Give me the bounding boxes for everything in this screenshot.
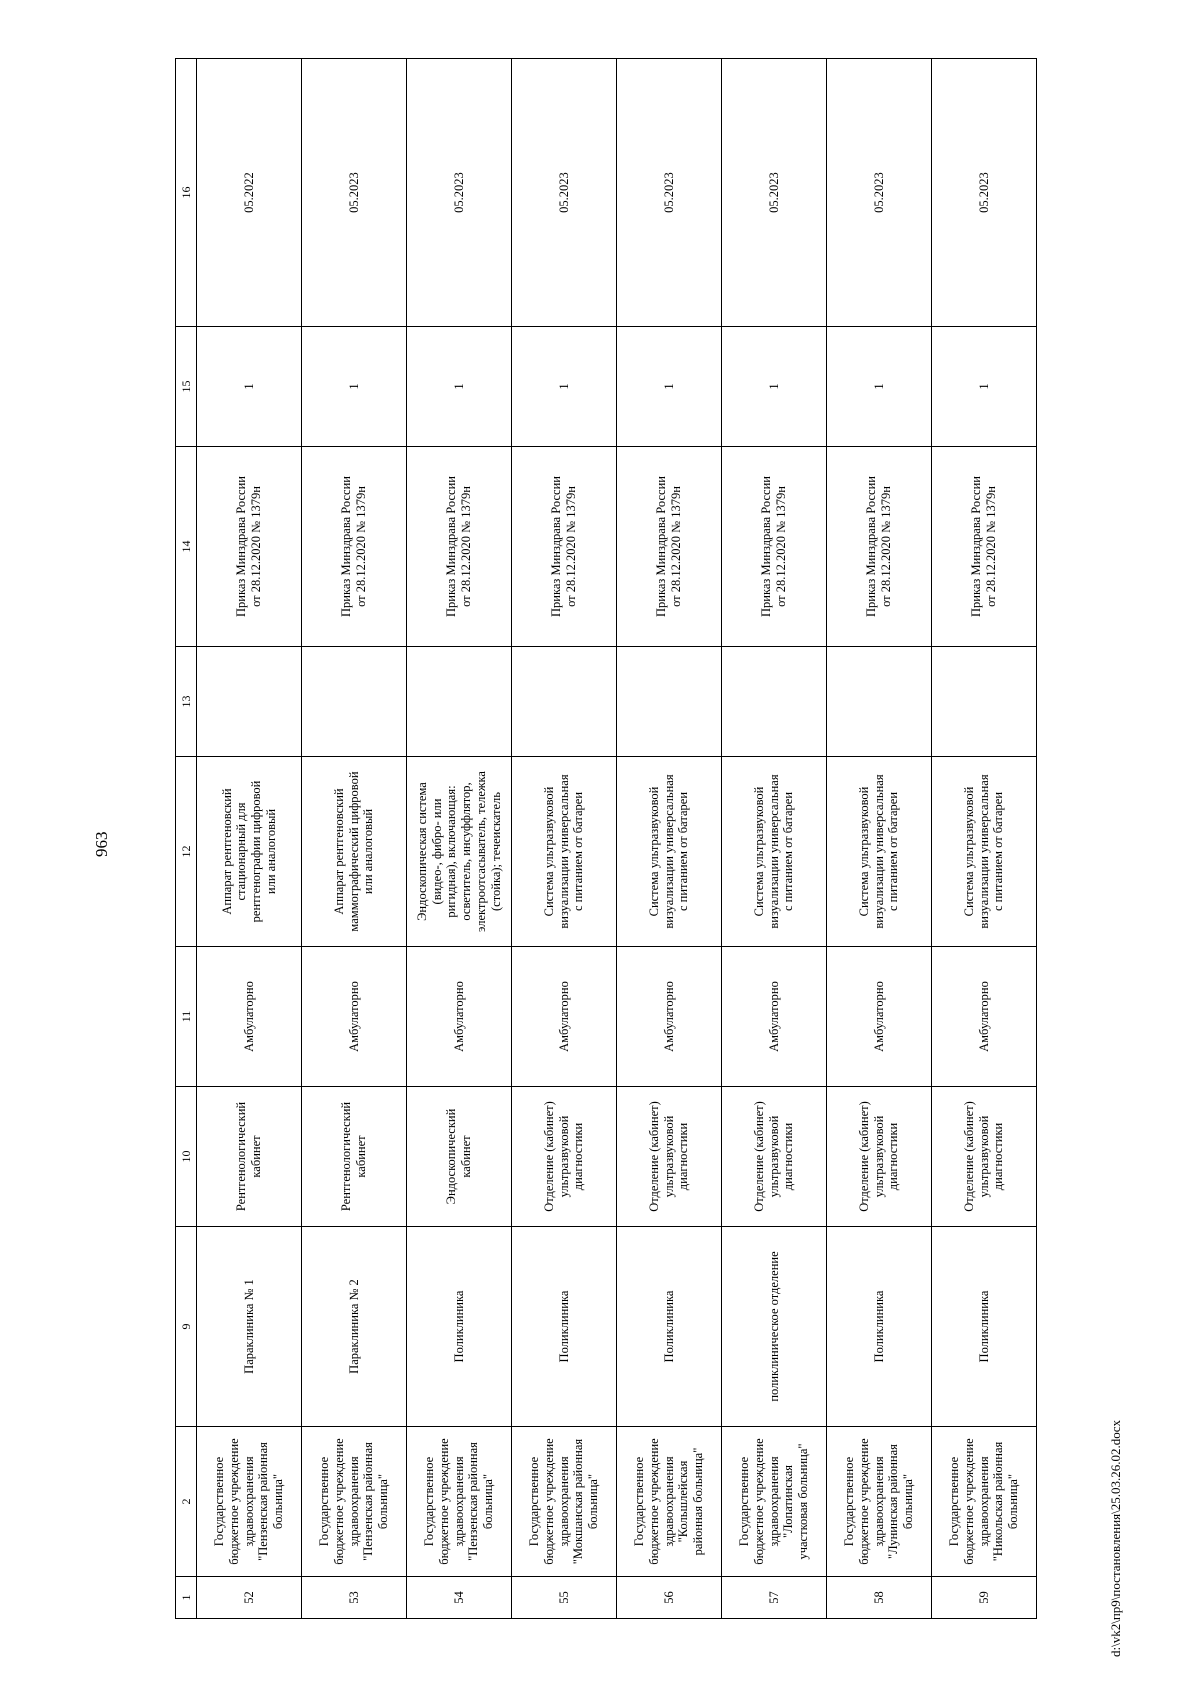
- row-number: 59: [932, 1577, 1037, 1619]
- department-text: Отделение (кабинет) ультразвуковой диагностики: [856, 1101, 901, 1212]
- care-conditions: Амбулаторно: [407, 947, 512, 1087]
- col-13-cell: [722, 647, 827, 757]
- footer-file-path: d:\vk2\пр9\постановления\25.03.26.02.docx: [1108, 1419, 1123, 1657]
- row-number: 53: [302, 1577, 407, 1619]
- institution-name: [617, 1427, 722, 1577]
- institution-name-text: Государственное бюджетное учреждение здравоохранения "Мокшанская районная больница": [527, 1438, 601, 1565]
- regulation: [512, 447, 617, 647]
- date: 05.2023: [932, 59, 1037, 327]
- date: 05.2023: [617, 59, 722, 327]
- department-text: Отделение (кабинет) ультразвуковой диагностики: [646, 1101, 691, 1212]
- col-13-cell: [827, 647, 932, 757]
- regulation: [197, 447, 302, 647]
- institution-name: [512, 1427, 617, 1577]
- table-row: [302, 59, 407, 1619]
- institution-name-text: Государственное бюджетное учреждение здравоохранения "Лунинская районная больница": [842, 1438, 916, 1565]
- regulation-text: Приказ Минздрава России от 28.12.2020 № 1379н: [339, 476, 368, 617]
- department: [197, 1087, 302, 1227]
- institution-name: [932, 1427, 1037, 1577]
- department: [512, 1087, 617, 1227]
- row-number: 54: [407, 1577, 512, 1619]
- institution-name: [197, 1427, 302, 1577]
- subdivision: поликлиническое отделение: [722, 1227, 827, 1427]
- table-row: [932, 59, 1037, 1619]
- equipment-name-text: Система ультразвуковой визуализации универсальная с питанием от батареи: [646, 774, 691, 929]
- quantity: 1: [407, 327, 512, 447]
- table-row: [827, 59, 932, 1619]
- department: [407, 1087, 512, 1227]
- regulation: [617, 447, 722, 647]
- regulation-text: Приказ Минздрава России от 28.12.2020 № 1379н: [654, 476, 683, 617]
- col-13-cell: [302, 647, 407, 757]
- row-number: 57: [722, 1577, 827, 1619]
- row-number: 58: [827, 1577, 932, 1619]
- equipment-name: [617, 757, 722, 947]
- row-number: 56: [617, 1577, 722, 1619]
- equipment-name-text: Система ультразвуковой визуализации универсальная с питанием от батареи: [751, 774, 796, 929]
- department: [827, 1087, 932, 1227]
- equipment-name: [512, 757, 617, 947]
- quantity: 1: [932, 327, 1037, 447]
- header-col-15: 15: [176, 327, 197, 447]
- col-13-cell: [932, 647, 1037, 757]
- care-conditions: Амбулаторно: [302, 947, 407, 1087]
- quantity: 1: [722, 327, 827, 447]
- header-row: [176, 59, 197, 1619]
- regulation-text: Приказ Минздрава России от 28.12.2020 № 1379н: [759, 476, 788, 617]
- subdivision: Поликлиника: [407, 1227, 512, 1427]
- quantity: 1: [302, 327, 407, 447]
- regulation-text: Приказ Минздрава России от 28.12.2020 № 1379н: [969, 476, 998, 617]
- regulation: [407, 447, 512, 647]
- equipment-name: [302, 757, 407, 947]
- department-text: Отделение (кабинет) ультразвуковой диагностики: [751, 1101, 796, 1212]
- institution-name-text: Государственное бюджетное учреждение здравоохранения "Пензенская районная больница": [422, 1438, 496, 1565]
- header-col-9: 9: [176, 1227, 197, 1427]
- page-number: 963: [92, 831, 111, 857]
- department-text: Рентгенологический кабинет: [234, 1101, 263, 1212]
- care-conditions: Амбулаторно: [197, 947, 302, 1087]
- department: [722, 1087, 827, 1227]
- row-number: 52: [197, 1577, 302, 1619]
- equipment-name-text: Система ультразвуковой визуализации универсальная с питанием от батареи: [961, 774, 1006, 929]
- date: 05.2022: [197, 59, 302, 327]
- col-13-cell: [197, 647, 302, 757]
- department: [932, 1087, 1037, 1227]
- subdivision: Поликлиника: [932, 1227, 1037, 1427]
- date: 05.2023: [722, 59, 827, 327]
- header-col-12: 12: [176, 757, 197, 947]
- col-13-cell: [617, 647, 722, 757]
- regulation: [302, 447, 407, 647]
- institution-name-text: Государственное бюджетное учреждение здравоохранения "Лопатинская участковая больница": [737, 1438, 811, 1565]
- equipment-name: [722, 757, 827, 947]
- care-conditions: Амбулаторно: [512, 947, 617, 1087]
- equipment-name: [827, 757, 932, 947]
- regulation-text: Приказ Минздрава России от 28.12.2020 № 1379н: [234, 476, 263, 617]
- care-conditions: Амбулаторно: [932, 947, 1037, 1087]
- regulation: [722, 447, 827, 647]
- quantity: 1: [617, 327, 722, 447]
- equipment-name-text: Эндоскопическая система (видео-, фибро- или ригидная), включающая: осветитель, инсуффлятор, электроотсасыватель, тележка (стойка); течеискатель: [414, 771, 503, 932]
- institution-name: [407, 1427, 512, 1577]
- institution-name: [722, 1427, 827, 1577]
- equipment-name: [407, 757, 512, 947]
- institution-name: [302, 1427, 407, 1577]
- header-col-11: 11: [176, 947, 197, 1087]
- equipment-table: [175, 58, 1037, 1619]
- date: 05.2023: [407, 59, 512, 327]
- header-col-2: 2: [176, 1427, 197, 1577]
- regulation-text: Приказ Минздрава России от 28.12.2020 № 1379н: [864, 476, 893, 617]
- equipment-name-text: Аппарат рентгеновский маммографический цифровой или аналоговый: [331, 771, 376, 932]
- date: 05.2023: [827, 59, 932, 327]
- equipment-name-text: Система ультразвуковой визуализации универсальная с питанием от батареи: [856, 774, 901, 929]
- institution-name-text: Государственное бюджетное учреждение здравоохранения "Пензенская районная больница": [317, 1438, 391, 1565]
- date: 05.2023: [302, 59, 407, 327]
- equipment-name: [932, 757, 1037, 947]
- regulation: [827, 447, 932, 647]
- department-text: Эндоскопический кабинет: [444, 1108, 473, 1205]
- care-conditions: Амбулаторно: [722, 947, 827, 1087]
- table-row: [617, 59, 722, 1619]
- institution-name-text: Государственное бюджетное учреждение здравоохранения "Пензенская районная больница": [212, 1438, 286, 1565]
- institution-name: [827, 1427, 932, 1577]
- equipment-name: [197, 757, 302, 947]
- department: [617, 1087, 722, 1227]
- subdivision: Параклиника № 2: [302, 1227, 407, 1427]
- subdivision: Поликлиника: [827, 1227, 932, 1427]
- institution-name-text: Государственное бюджетное учреждение здравоохранения "Кольшлейская районная больница": [632, 1438, 706, 1565]
- header-col-16: 16: [176, 59, 197, 327]
- header-col-13: 13: [176, 647, 197, 757]
- equipment-name-text: Система ультразвуковой визуализации универсальная с питанием от батареи: [541, 774, 586, 929]
- institution-name-text: Государственное бюджетное учреждение здравоохранения "Никольская районная больница": [947, 1438, 1021, 1565]
- care-conditions: Амбулаторно: [827, 947, 932, 1087]
- quantity: 1: [827, 327, 932, 447]
- table-row: [407, 59, 512, 1619]
- department-text: Отделение (кабинет) ультразвуковой диагностики: [961, 1101, 1006, 1212]
- subdivision: Поликлиника: [512, 1227, 617, 1427]
- header-col-10: 10: [176, 1087, 197, 1227]
- regulation-text: Приказ Минздрава России от 28.12.2020 № 1379н: [444, 476, 473, 617]
- quantity: 1: [197, 327, 302, 447]
- quantity: 1: [512, 327, 617, 447]
- row-number: 55: [512, 1577, 617, 1619]
- col-13-cell: [512, 647, 617, 757]
- header-col-1: 1: [176, 1577, 197, 1619]
- regulation: [932, 447, 1037, 647]
- table-row: [512, 59, 617, 1619]
- col-13-cell: [407, 647, 512, 757]
- care-conditions: Амбулаторно: [617, 947, 722, 1087]
- table-row: [197, 59, 302, 1619]
- table-row: [722, 59, 827, 1619]
- equipment-name-text: Аппарат рентгеновский стационарный для рентгенографии цифровой или аналоговый: [219, 780, 278, 923]
- subdivision: Поликлиника: [617, 1227, 722, 1427]
- subdivision: Параклиника № 1: [197, 1227, 302, 1427]
- department-text: Отделение (кабинет) ультразвуковой диагностики: [541, 1101, 586, 1212]
- department: [302, 1087, 407, 1227]
- date: 05.2023: [512, 59, 617, 327]
- regulation-text: Приказ Минздрава России от 28.12.2020 № 1379н: [549, 476, 578, 617]
- header-col-14: 14: [176, 447, 197, 647]
- department-text: Рентгенологический кабинет: [339, 1101, 368, 1212]
